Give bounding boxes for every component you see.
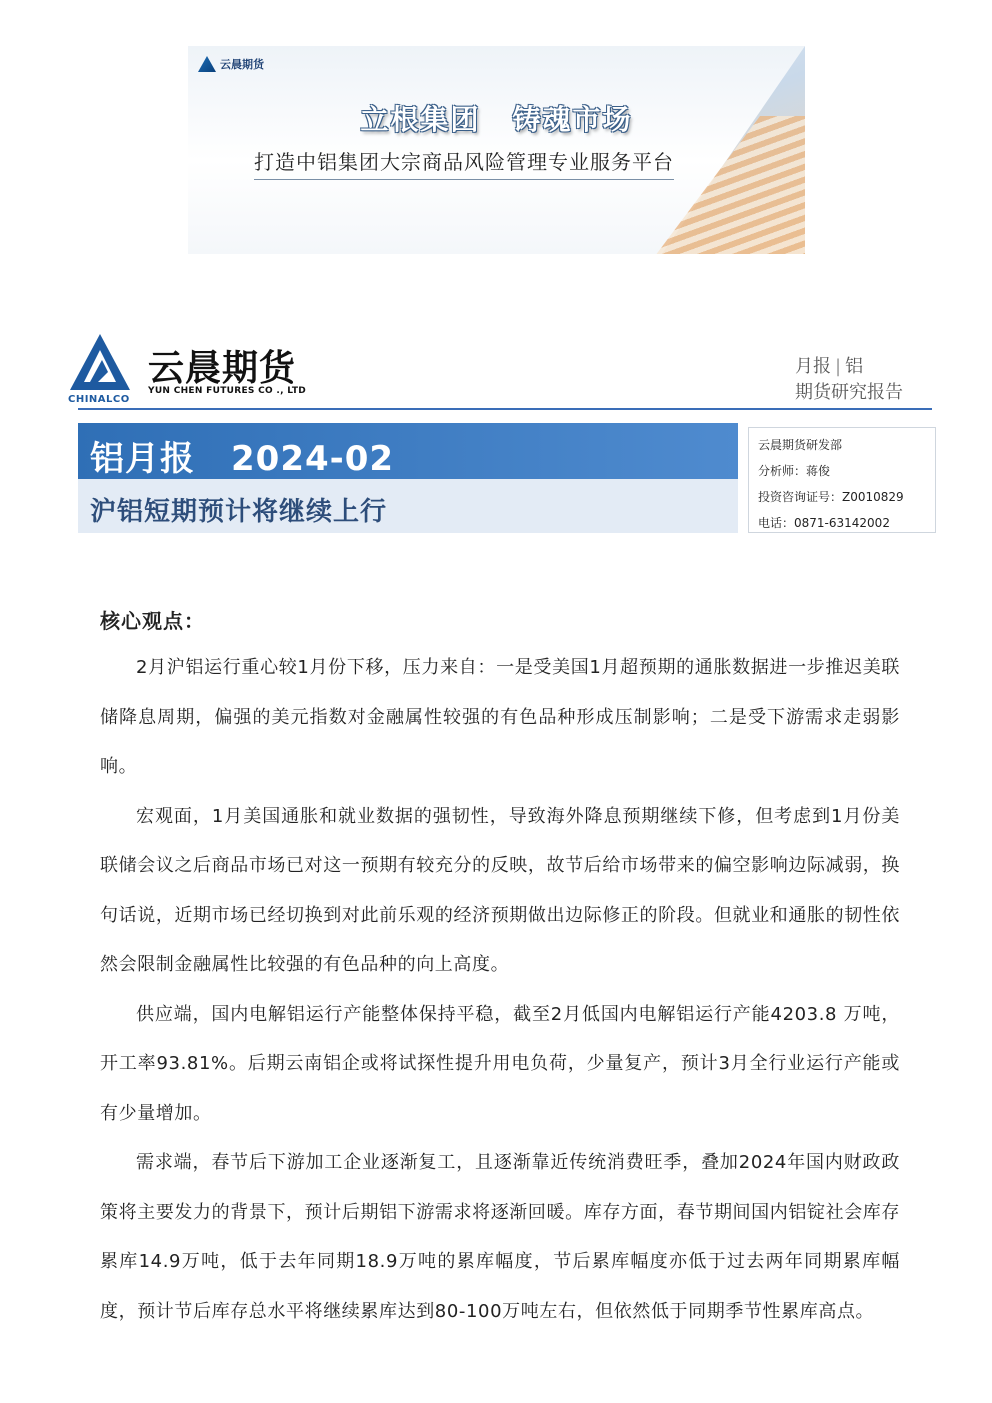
paragraph: 需求端，春节后下游加工企业逐渐复工，且逐渐靠近传统消费旺季，叠加2024年国内财政政策将主要发力的背景下，预计后期铝下游需求将逐渐回暖。库存方面，春节期间国内铝锭社会库存累库14.9万吨，低于去年同期18.9万吨的累库幅度，节后累库幅度亦低于过去两年同期累库幅度，预计节后库存总水平将继续累库达到80-100万吨左右，但依然低于同期季节性累库高点。 bbox=[100, 1152, 900, 1322]
slogan-left: 立根集团 bbox=[360, 103, 481, 136]
company-name-cn: 云晨期货 bbox=[148, 348, 297, 389]
section-heading: 核心观点： bbox=[100, 609, 205, 633]
banner-logo bbox=[198, 56, 264, 72]
report-subtitle: 沪铝短期预计将继续上行 bbox=[90, 497, 388, 527]
title-prefix: 铝月报 bbox=[90, 439, 195, 479]
report-type: 月报 | 铝 期货研究报告 bbox=[795, 354, 903, 406]
license-label: 投资咨询证号：Z0010829 bbox=[758, 490, 904, 504]
banner-logo-text: 云晨期货 bbox=[220, 58, 264, 71]
report-body bbox=[100, 643, 900, 1363]
company-brand bbox=[68, 332, 308, 408]
phone-label: 电话：0871-63142002 bbox=[758, 516, 890, 530]
report-kind: 月报 bbox=[795, 356, 831, 377]
paragraph: 宏观面，1月美国通胀和就业数据的强韧性，导致海外降息预期继续下修，但考虑到1月份美联储会议之后商品市场已对这一预期有较充分的反映，故节后给市场带来的偏空影响边际减弱，换句话说，近期市场已经切换到对此前乐观的经济预期做出边际修正的阶段。但就业和通胀的韧性依然会限制金融属性比较强的有色品种的向上高度。 bbox=[100, 805, 900, 975]
paragraph: 2月沪铝运行重心较1月份下移，压力来自：一是受美国1月超预期的通胀数据进一步推迟美联储降息周期，偏强的美元指数对金融属性较强的有色品种形成压制影响；二是受下游需求走弱影响。 bbox=[100, 657, 900, 777]
header-divider bbox=[78, 408, 932, 410]
top-banner bbox=[188, 46, 805, 254]
company-name-en: YUN CHEN FUTURES CO ., LTD bbox=[148, 386, 307, 396]
banner-slogan bbox=[188, 98, 805, 138]
chinalco-logo-icon bbox=[68, 332, 132, 392]
dept-label: 云晨期货研发部 bbox=[758, 438, 843, 452]
report-title bbox=[90, 431, 394, 480]
title-date: 2024-02 bbox=[231, 439, 395, 479]
report-title-box bbox=[78, 423, 738, 533]
report-commodity: 铝 bbox=[845, 356, 864, 377]
analyst-info-box bbox=[748, 427, 936, 533]
slogan-right: 铸魂市场 bbox=[512, 103, 633, 136]
paragraph: 供应端，国内电解铝运行产能整体保持平稳，截至2月低国内电解铝运行产能4203.8 万吨，开工率93.81%。后期云南铝企或将试探性提升用电负荷，少量复产，预计3月全行业运行产能或有少量增加。 bbox=[100, 1003, 900, 1124]
parent-company-label: CHINALCO bbox=[68, 394, 130, 405]
report-category: 期货研究报告 bbox=[795, 382, 903, 403]
banner-tagline: 打造中铝集团大宗商品风险管理专业服务平台 bbox=[254, 146, 674, 180]
analyst-label: 分析师：蒋俊 bbox=[758, 464, 831, 478]
logo-triangle-icon bbox=[198, 56, 216, 72]
